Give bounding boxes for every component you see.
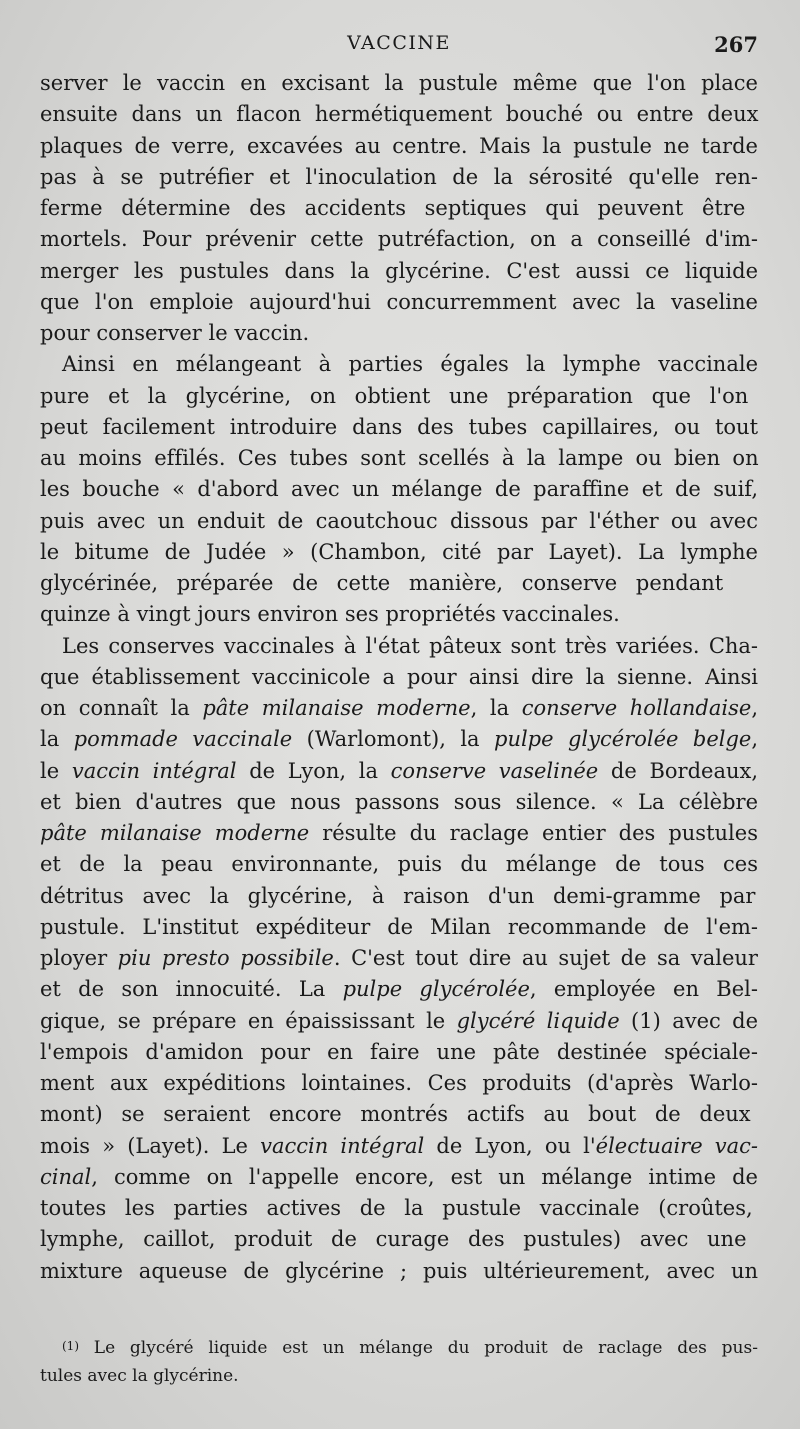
text-line <box>40 162 758 193</box>
text-segment: au moins effilés. Ces tubes sont scellés à la lampe ou bien on <box>40 446 759 470</box>
text-segment: de Lyon, ou l' <box>424 1133 596 1158</box>
text-segment: et de son innocuité. La <box>40 977 343 1002</box>
text-line <box>40 724 758 755</box>
text-segment: toutes les parties actives de la pustule vaccinale (croûtes, <box>40 1196 753 1220</box>
text-segment: le bitume de Judée » (Chambon, cité par Layet). La lymphe <box>40 539 758 564</box>
text-line <box>40 912 758 943</box>
text-segment: ment aux expéditions lointaines. Ces produits (d'après Warlo- <box>40 1071 758 1095</box>
italic-term: pulpe glycérolée belge <box>494 727 752 752</box>
text-segment: pure et la glycérine, on obtient une préparation que l'on <box>40 383 749 408</box>
text-segment: Ainsi en mélangeant à parties égales la lymphe vaccinale <box>62 352 759 377</box>
text-line <box>40 818 758 849</box>
text-line <box>40 756 758 787</box>
text-line <box>40 693 758 724</box>
text-segment: mixture aqueuse de glycérine ; puis ultérieurement, avec un <box>40 1258 759 1283</box>
footnote-text: tules avec la glycérine. <box>40 1366 239 1386</box>
text-segment: (1) avec de <box>619 1008 759 1033</box>
text-line <box>40 412 758 443</box>
text-segment: gique, se prépare en épaississant le <box>40 1008 457 1033</box>
text-line <box>40 1006 758 1037</box>
italic-term: piu presto possibile <box>117 946 334 970</box>
text-line <box>40 1193 758 1224</box>
text-segment: de Bordeaux, <box>598 758 759 783</box>
italic-term: glycéré liquide <box>456 1008 620 1033</box>
running-head <box>40 32 758 60</box>
text-line <box>40 506 758 537</box>
text-segment: , comme on l'appelle encore, est un mélange intime de <box>91 1164 758 1189</box>
text-segment: ployer <box>40 946 118 970</box>
text-segment: , <box>751 727 759 752</box>
text-line <box>40 1068 758 1099</box>
footnote-line <box>40 1362 758 1390</box>
text-line <box>40 943 758 974</box>
text-line <box>40 318 758 349</box>
text-line <box>40 381 758 412</box>
italic-term: pommade vaccinale <box>73 727 293 752</box>
text-segment: quinze à vingt jours environ ses propriétés vaccinales. <box>40 602 620 627</box>
text-segment: de Lyon, la <box>236 758 391 783</box>
text-segment: la <box>40 727 74 752</box>
text-segment: que l'on emploie aujourd'hui concurremment avec la vaseline <box>40 289 758 314</box>
text-segment: , <box>751 696 758 720</box>
text-segment: , employée en Bel- <box>529 977 758 1002</box>
text-line <box>40 1131 758 1162</box>
text-segment: plaques de verre, excavées au centre. Mais la pustule ne tarde <box>40 133 758 158</box>
text-line <box>40 662 758 693</box>
running-title: VACCINE <box>347 32 451 54</box>
text-segment: pour conserver le vaccin. <box>40 321 310 345</box>
text-segment: . C'est tout dire au sujet de sa valeur <box>333 946 758 970</box>
footnote-text: Le glycéré liquide est un mélange du produit de raclage des pus- <box>79 1338 758 1358</box>
text-line <box>40 849 758 880</box>
text-segment: que établissement vaccinicole a pour ainsi dire la sienne. Ainsi <box>40 664 759 689</box>
text-line <box>40 193 758 224</box>
text-line <box>40 1224 758 1255</box>
italic-term: pâte milanaise moderne <box>202 696 471 720</box>
text-segment: mont) se seraient encore montrés actifs au bout de deux <box>40 1102 751 1127</box>
text-segment: , la <box>470 696 522 720</box>
text-line <box>40 474 758 505</box>
italic-term: vaccin intégral <box>71 758 237 783</box>
footnote-marker: (1) <box>62 1339 79 1353</box>
text-segment: pustule. L'institut expéditeur de Milan recommande de l'em- <box>40 914 759 939</box>
text-line <box>40 1162 758 1193</box>
text-line <box>40 631 758 662</box>
text-segment: pas à se putréfier et l'inoculation de la sérosité qu'elle ren- <box>40 164 759 189</box>
text-segment: merger les pustules dans la glycérine. C'est aussi ce liquide <box>40 258 758 283</box>
text-line <box>40 349 758 380</box>
text-segment: le <box>40 758 72 783</box>
text-segment: server le vaccin en excisant la pustule même que l'on place <box>40 71 758 95</box>
text-segment: mortels. Pour prévenir cette putréfaction, on a conseillé d'im- <box>40 227 758 252</box>
text-line <box>40 131 758 162</box>
text-line <box>40 568 758 599</box>
text-segment: lymphe, caillot, produit de curage des pustules) avec une <box>40 1227 747 1252</box>
text-line <box>40 1256 758 1287</box>
text-line <box>40 443 758 474</box>
text-segment: les bouche « d'abord avec un mélange de paraffine et de suif, <box>40 477 758 502</box>
text-segment: peut facilement introduire dans des tubes capillaires, ou tout <box>40 414 759 439</box>
text-line <box>40 537 758 568</box>
italic-term: conserve vaselinée <box>390 758 599 783</box>
text-line <box>40 974 758 1005</box>
text-segment: mois » (Layet). Le <box>40 1133 261 1158</box>
text-segment: l'empois d'amidon pour en faire une pâte destinée spéciale- <box>40 1039 758 1064</box>
italic-term: vaccin intégral <box>260 1133 425 1158</box>
text-segment: et bien d'autres que nous passons sous silence. « La célèbre <box>40 789 759 814</box>
italic-term: conserve hollandaise <box>521 696 752 720</box>
text-line <box>40 224 758 255</box>
text-line <box>40 287 758 318</box>
text-line <box>40 99 758 130</box>
text-segment: résulte du raclage entier des pustules <box>309 821 758 845</box>
text-segment: Les conserves vaccinales à l'état pâteux sont très variées. Cha- <box>62 633 759 658</box>
text-line <box>40 68 758 99</box>
text-segment: glycérinée, préparée de cette manière, conserve pendant <box>40 571 724 595</box>
text-line <box>40 881 758 912</box>
text-line <box>40 599 758 630</box>
text-line <box>40 256 758 287</box>
italic-term: cinal <box>40 1164 92 1189</box>
text-segment: détritus avec la glycérine, à raison d'un demi-gramme par <box>40 883 756 908</box>
text-segment: puis avec un enduit de caoutchouc dissous par l'éther ou avec <box>40 508 758 533</box>
text-segment: on connaît la <box>40 696 203 720</box>
page-number: 267 <box>714 32 758 57</box>
text-line <box>40 787 758 818</box>
body-text <box>40 68 758 1287</box>
text-line <box>40 1099 758 1130</box>
text-segment: ensuite dans un flacon hermétiquement bouché ou entre deux <box>40 102 759 127</box>
text-line <box>40 1037 758 1068</box>
text-segment: ferme détermine des accidents septiques qui peuvent être <box>40 196 746 220</box>
footnote-line <box>40 1334 758 1362</box>
italic-term: pulpe glycérolée <box>342 977 530 1002</box>
text-segment: (Warlomont), la <box>292 727 494 752</box>
italic-term: pâte milanaise moderne <box>40 821 310 845</box>
text-segment: et de la peau environnante, puis du mélange de tous ces <box>40 852 759 877</box>
italic-term: électuaire vac- <box>595 1133 759 1158</box>
footnote <box>40 1334 758 1390</box>
